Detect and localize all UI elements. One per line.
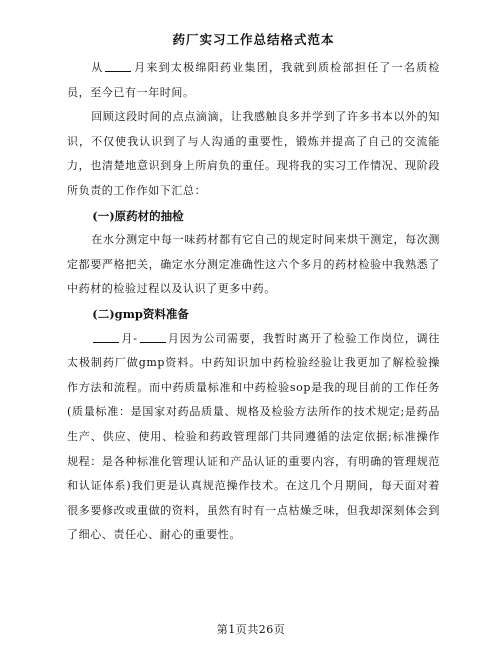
section-heading-1: (一)原药材的抽检 <box>92 208 184 223</box>
document-title: 药厂实习工作总结格式范本 <box>172 32 335 47</box>
blank-line <box>140 331 166 343</box>
page-footer: 第1页共26页 <box>216 623 286 636</box>
intro-prefix: 从 <box>91 61 104 74</box>
paragraph-section-1: 在水分测定中每一味药材都有它自己的规定时间来烘干测定，每次测定都要严格把关，确定水分测定准确性这六个多月的药材检验中我熟悉了中药材的检验过程以及认识了更多中药。 <box>67 233 440 296</box>
paragraph-review: 回顾这段时间的点点滴滴，让我感触良多并学到了许多书本以外的知识，不仅使我认识到了与人沟通的重要性，锻炼并提高了自己的交流能力，也清楚地意识到身上所肩负的重任。现将我的实习工作情况、现阶段所负责的工作作如下汇总： <box>67 110 440 197</box>
paragraph-section-2 <box>67 327 440 548</box>
section-heading-2: (二)gmp资料准备 <box>92 306 189 321</box>
intro-text: 月来到太极绵阳药业集团，我就到质检部担任了一名质检员，至今已有一年时间。 <box>67 61 440 99</box>
blank-line <box>105 60 131 72</box>
blank-line <box>93 331 119 343</box>
paragraph-intro <box>67 56 440 105</box>
section-2-text: 月因为公司需要，我暂时离开了检验工作岗位，调往太极制药厂做gmp资料。中药知识加中药检验经验让我更加了解检验操作方法和流程。而中药质量标准和中药检验sop是我的现目前的工作任务(质量标准：是国家对药品质量、规格及检验方法所作的技术规定;是药品生产、供应、使用、检验和药政管理部门共同遵循的法定依据;标准操作规程：是各种标准化管理认证和产品认证的重要内容，有明确的管理规范和认证体系)我们更是认真规范操作技术。在这几个月期间，每天面对着很多要修改或重做的资料，虽然有时有一点枯燥乏味，但我却深刻体会到了细心、责任心、耐心的重要性。 <box>67 331 440 542</box>
section-2-mid: 月- <box>121 331 138 345</box>
